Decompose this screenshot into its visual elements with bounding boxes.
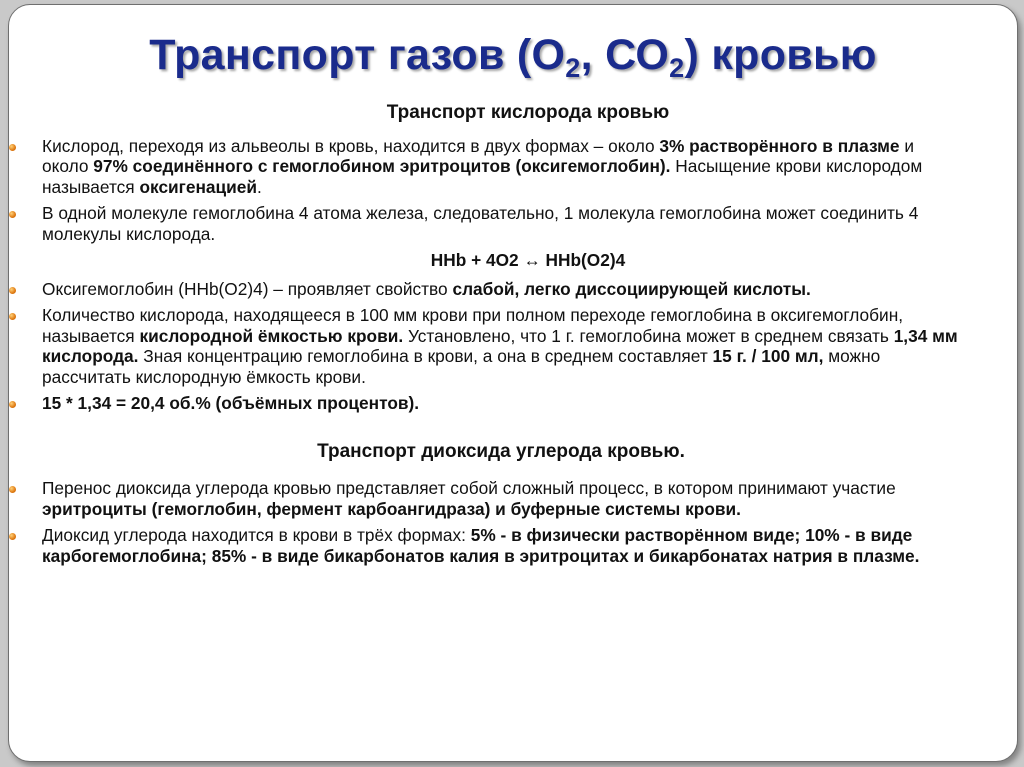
item-text: можно рассчитать кислородную ёмкость крови. <box>42 346 881 387</box>
item-text: Насыщение крови кислородом называется <box>42 156 923 197</box>
item-text: Установлено, что 1 г. гемоглобина может в среднем связать <box>403 325 894 346</box>
item-bold-text: 1,34 мм кислорода. <box>42 325 958 366</box>
item-text: Зная концентрацию гемоглобина в крови, а она в среднем составляет <box>138 346 713 366</box>
section-heading-oxygen: Транспорт кислорода кровью <box>386 102 670 123</box>
item-bold-text: эритроциты (гемоглобин, фермент карбоангидраза) и буферные системы крови. <box>42 498 741 519</box>
title-text-part: ) кровью <box>684 31 877 79</box>
title-text-part: , СО <box>580 31 670 79</box>
section-heading-co2: Транспорт диоксида углерода кровью. <box>317 440 685 462</box>
item-text: Перенос диоксида углерода кровью представляет собой сложный процесс, в котором принимают участие <box>42 478 896 498</box>
item-text: Диоксид углерода находится в крови в трёх формах: <box>42 525 471 545</box>
item-bold-text: оксигенацией <box>139 176 258 197</box>
bullet-icon <box>9 313 16 320</box>
list-item <box>9 203 1017 244</box>
item-text: и около <box>42 135 914 176</box>
item-text: В одной молекуле гемоглобина 4 атома железа, следовательно, 1 молекула гемоглобина может соединить 4 молекулы кислорода. <box>42 203 919 244</box>
item-bold-text: слабой, легко диссоциирующей кислоты. <box>452 278 811 299</box>
bullet-icon <box>9 287 16 294</box>
list-item <box>9 136 1017 198</box>
item-bold-text: 3% растворённого в плазме <box>659 135 900 156</box>
list-item <box>9 478 1017 519</box>
item-bold-text: 5% - в физически растворённом виде; 10% - в виде карбогемоглобина; 85% - в виде бикарбонатов калия в эритроцитах и бикарбонатах натрия в плазме. <box>42 525 920 566</box>
bullet-icon <box>9 401 16 408</box>
slide-title <box>9 31 1017 83</box>
item-text: . <box>257 176 262 197</box>
item-bold-text: 97% соединённого с гемоглобином эритроцитов (оксигемоглобин). <box>93 156 671 176</box>
list-item <box>9 305 1017 387</box>
item-bold-text: 15 г. / 100 мл, <box>712 346 824 366</box>
bullet-icon <box>9 144 16 151</box>
title-subscript: 2 <box>669 53 685 83</box>
bullet-icon <box>9 533 16 540</box>
item-text: Количество кислорода, находящееся в 100 мм крови при полном переходе гемоглобина в оксигемоглобин, называется <box>42 305 904 346</box>
bullet-icon <box>9 211 16 218</box>
title-text-part: Транспорт газов (О <box>149 31 566 79</box>
item-text: Кислород, переходя из альвеолы в кровь, находится в двух формах – около <box>42 135 660 156</box>
list-item <box>9 279 1017 300</box>
title-subscript: 2 <box>565 53 581 83</box>
item-bold-text: 15 * 1,34 = 20,4 об.% (объёмных процентов). <box>42 393 420 413</box>
item-bold-text: кислородной ёмкостью крови. <box>139 325 404 346</box>
formula: HHb + 4O2 ↔ HHb(O2)4 <box>430 250 626 270</box>
list-item <box>9 525 1017 566</box>
slide <box>8 4 1018 762</box>
bullet-icon <box>9 486 16 493</box>
item-text: Оксигемоглобин (HHb(O2)4) – проявляет свойство <box>42 278 453 299</box>
slide-content <box>9 103 1017 572</box>
list-item <box>9 393 1017 414</box>
